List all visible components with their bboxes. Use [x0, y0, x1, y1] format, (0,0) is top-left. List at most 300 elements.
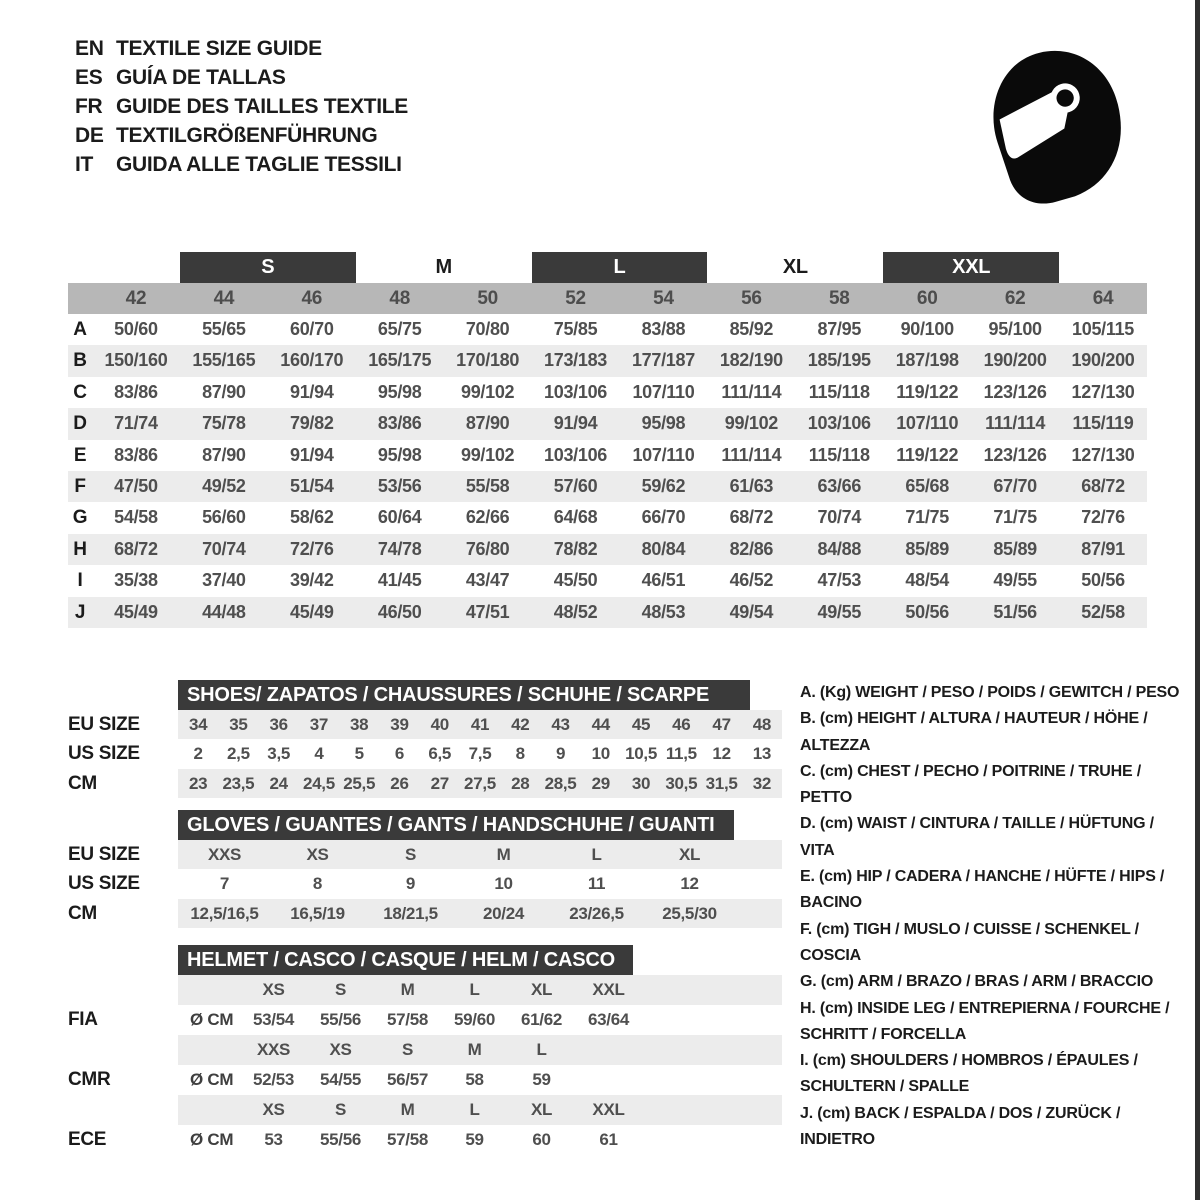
shoes-value: 3,5	[267, 744, 291, 764]
size-value: 87/90	[202, 381, 246, 402]
helmet-unit-label: Ø CM	[190, 1070, 234, 1089]
size-value: 76/80	[465, 538, 510, 559]
gloves-value: XL	[678, 845, 701, 864]
size-value: 68/72	[114, 538, 158, 559]
measurement-row-d	[68, 408, 1147, 439]
size-value: 59/62	[641, 475, 686, 496]
helmet-size: S	[334, 1100, 347, 1119]
size-value: 95/98	[641, 413, 686, 434]
size-value: 91/94	[553, 413, 598, 434]
gloves-value: 18/21,5	[383, 903, 438, 923]
size-value: 85/92	[729, 319, 774, 339]
size-value: 66/70	[641, 507, 686, 528]
shoes-value: 4	[314, 744, 324, 764]
gloves-value: M	[496, 845, 511, 864]
row-letter: B	[73, 350, 87, 372]
shoes-value: 10,5	[625, 744, 657, 764]
size-value: 190/200	[1071, 350, 1135, 371]
shoes-value: 48	[752, 715, 771, 734]
size-value: 64/68	[553, 507, 598, 528]
size-value: 58/62	[290, 507, 334, 528]
helmet-label-spacer	[68, 975, 178, 1005]
size-value: 43/47	[465, 570, 510, 591]
size-value: 90/100	[900, 319, 954, 339]
size-value: 68/72	[1081, 475, 1125, 496]
helmet-values-band	[178, 1065, 782, 1095]
size-value: 49/55	[817, 601, 862, 622]
language-title: TEXTILGRÖßENFÜHRUNG	[116, 124, 378, 147]
helmet-size: M	[467, 1040, 482, 1059]
numeric-size: 56	[741, 288, 762, 309]
size-group-m: M	[435, 256, 452, 278]
shoes-value: 40	[430, 715, 449, 734]
size-value: 115/118	[808, 444, 870, 465]
helmet-values-band	[178, 1125, 782, 1155]
size-value: 45/49	[290, 601, 334, 622]
size-value: 127/130	[1071, 444, 1135, 465]
gloves-value: 12,5/16,5	[190, 903, 259, 923]
size-value: 37/40	[202, 570, 246, 591]
gloves-row	[68, 840, 782, 869]
size-value: 65/68	[905, 475, 949, 496]
shoes-value: 23	[188, 773, 208, 793]
language-title: TEXTILE SIZE GUIDE	[116, 37, 322, 60]
size-value: 78/82	[553, 538, 598, 559]
gloves-row-band	[178, 869, 782, 898]
size-value: 48/54	[905, 570, 949, 591]
size-value: 62/66	[465, 507, 510, 528]
helmet-unit-spacer	[178, 1035, 240, 1065]
helmet-sizes-band	[178, 1035, 782, 1065]
size-value: 107/110	[632, 444, 695, 465]
legend-item: I. (cm) SHOULDERS / HOMBROS / ÉPAULES / SCHULTERN / SPALLE	[800, 1052, 1138, 1096]
helmet-size	[575, 1035, 642, 1065]
shoes-value: 7,5	[468, 744, 492, 764]
gloves-row-band	[178, 840, 782, 869]
shoes-value: 5	[354, 744, 364, 764]
row-letter: I	[77, 570, 83, 592]
shoes-value: 27,5	[464, 773, 496, 793]
gloves-value: 16,5/19	[290, 903, 345, 923]
size-value: 49/52	[202, 475, 246, 496]
size-value: 39/42	[290, 570, 334, 591]
size-value: 49/55	[993, 570, 1037, 591]
size-value: 35/38	[114, 570, 158, 591]
language-title: GUIDA ALLE TAGLIE TESSILI	[116, 153, 402, 176]
helmet-size: XXL	[592, 980, 625, 999]
gloves-value: 12	[680, 874, 699, 894]
letter-column-spacer	[68, 283, 92, 314]
numeric-size: 64	[1092, 288, 1114, 309]
size-value: 83/86	[114, 444, 158, 465]
size-value: 47/51	[465, 601, 510, 622]
shoes-value: 28	[511, 773, 530, 793]
language-row	[75, 92, 408, 121]
helmet-size: XL	[530, 980, 553, 999]
gloves-value: 9	[405, 874, 416, 894]
helmet-sizes-row-fia	[68, 975, 782, 1005]
gloves-value: 10	[494, 874, 513, 894]
measurement-row-f	[68, 471, 1147, 502]
size-value: 82/86	[729, 538, 774, 559]
language-title: GUIDE DES TAILLES TEXTILE	[116, 95, 408, 118]
language-code: DE	[75, 124, 104, 147]
shoes-value: 24,5	[302, 773, 335, 793]
size-value: 95/98	[377, 381, 422, 402]
size-group-xxl: XXL	[883, 252, 1059, 283]
helmet-value: 56/57	[386, 1070, 429, 1089]
shoes-value: 10	[591, 744, 610, 764]
helmet-table-title: HELMET / CASCO / CASQUE / HELM / CASCO	[178, 945, 633, 975]
numeric-size: 52	[565, 288, 586, 309]
legend-item: J. (cm) BACK / ESPALDA / DOS / ZURÜCK / INDIETRO	[800, 1104, 1121, 1149]
shoes-value: 6,5	[428, 744, 452, 764]
size-value: 84/88	[817, 538, 862, 559]
size-value: 71/75	[993, 507, 1037, 528]
helmet-value: 63/64	[587, 1010, 630, 1029]
size-value: 119/122	[896, 381, 959, 402]
shoes-value: 34	[188, 715, 208, 734]
size-value: 99/102	[460, 444, 515, 465]
row-letter: D	[73, 413, 87, 435]
helmet-size: S	[401, 1040, 414, 1059]
helmet-unit-spacer	[178, 1095, 240, 1125]
numeric-size: 62	[1004, 288, 1026, 309]
size-value: 95/100	[988, 319, 1042, 339]
helmet-unit-label: Ø CM	[190, 1010, 234, 1029]
row-letter: J	[74, 601, 86, 623]
size-value: 99/102	[724, 413, 778, 434]
size-value: 119/122	[896, 444, 959, 465]
gloves-value: 20/24	[482, 903, 525, 923]
shoes-value: 11,5	[665, 744, 697, 764]
language-code: EN	[75, 37, 104, 60]
size-value: 51/56	[993, 601, 1037, 622]
language-code: ES	[75, 66, 103, 89]
measurement-row-h	[68, 534, 1147, 565]
helmet-value: 58	[465, 1070, 484, 1089]
gloves-row-label: US SIZE	[68, 873, 140, 895]
size-value: 187/198	[895, 350, 959, 371]
size-value: 46/51	[641, 570, 686, 591]
size-value: 185/195	[807, 350, 871, 371]
shoes-value: 2,5	[227, 744, 250, 764]
size-value: 45/49	[114, 601, 158, 622]
gloves-row-label: EU SIZE	[68, 844, 140, 865]
gloves-value: S	[404, 845, 417, 864]
size-value: 75/78	[202, 413, 246, 434]
shoes-value: 41	[470, 715, 490, 734]
gloves-row-band	[178, 899, 782, 928]
numeric-size: 58	[829, 288, 850, 309]
size-value: 46/52	[729, 570, 774, 591]
size-value: 87/90	[202, 444, 246, 465]
size-value: 46/50	[377, 601, 422, 622]
gloves-row	[68, 899, 782, 928]
size-value: 103/106	[807, 413, 871, 434]
size-value: 79/82	[290, 413, 334, 434]
size-value: 150/160	[104, 350, 168, 371]
helmet-unit-spacer	[178, 975, 240, 1005]
gloves-value: 7	[219, 874, 230, 894]
shoes-value: 36	[269, 715, 288, 734]
size-value: 103/106	[544, 444, 608, 465]
size-value: 115/119	[1072, 413, 1134, 434]
row-letter: A	[73, 319, 87, 340]
language-row	[75, 150, 408, 179]
page-edge-line	[1195, 0, 1200, 1200]
shoes-value: 42	[511, 715, 530, 734]
size-value: 105/115	[1072, 319, 1135, 339]
size-group-l: L	[532, 252, 708, 283]
legend-item: H. (cm) INSIDE LEG / ENTREPIERNA / FOURCHE / SCHRITT / FORCELLA	[800, 999, 1170, 1043]
helmet-size: L	[536, 1040, 547, 1059]
size-value: 67/70	[993, 475, 1037, 496]
shoes-value: 45	[631, 715, 651, 734]
legend-item: C. (cm) CHEST / PECHO / POITRINE / TRUHE / PETTO	[800, 762, 1141, 807]
size-value: 87/90	[465, 413, 510, 434]
size-value: 60/64	[377, 507, 422, 528]
size-value: 160/170	[280, 350, 344, 371]
measurement-row-g	[68, 502, 1147, 533]
legend-item: D. (cm) WAIST / CINTURA / TAILLE / HÜFTUNG / VITA	[800, 815, 1154, 859]
size-group-xl: XL	[782, 256, 808, 278]
shoes-value: 26	[390, 773, 409, 793]
helmet-values-row-ece	[68, 1125, 782, 1155]
size-value: 47/50	[114, 475, 158, 496]
numeric-size: 60	[916, 288, 938, 309]
helmet-value: 59	[465, 1130, 484, 1149]
legend-item: A. (Kg) WEIGHT / PESO / POIDS / GEWITCH / PESO	[800, 684, 1180, 701]
helmet-values-band	[178, 1005, 782, 1035]
gloves-row	[68, 869, 782, 898]
legend-item: B. (cm) HEIGHT / ALTURA / HAUTEUR / HÖHE / ALTEZZA	[800, 710, 1148, 754]
legend-item: F. (cm) TIGH / MUSLO / CUISSE / SCHENKEL / COSCIA	[800, 920, 1139, 964]
size-value: 44/48	[202, 601, 246, 622]
helmet-sizes-row-cmr	[68, 1035, 782, 1065]
size-value: 54/58	[114, 507, 158, 528]
helmet-value: 57/58	[386, 1130, 429, 1149]
helmet-value: 52/53	[252, 1070, 295, 1089]
numeric-size: 50	[477, 288, 498, 309]
shoes-row	[68, 769, 782, 798]
shoes-row-band	[178, 710, 782, 739]
helmet-value	[575, 1065, 642, 1095]
legend-item: G. (cm) ARM / BRAZO / BRAS / ARM / BRACCIO	[800, 973, 1154, 991]
size-group-s: S	[180, 252, 356, 283]
letter-column-spacer	[68, 252, 92, 283]
helmet-standard-name: CMR	[68, 1069, 111, 1090]
row-letter: H	[73, 538, 87, 560]
size-value: 87/91	[1081, 538, 1125, 559]
gloves-size-table	[68, 810, 782, 928]
size-value: 107/110	[632, 381, 695, 402]
shoes-table-title: SHOES/ ZAPATOS / CHAUSSURES / SCHUHE / SCARPE	[178, 680, 750, 710]
language-row	[75, 121, 408, 150]
shoes-row-band	[178, 769, 782, 798]
numeric-size-row	[68, 283, 1147, 314]
measurement-row-j	[68, 597, 1147, 628]
size-value: 85/89	[905, 538, 949, 559]
size-value: 41/45	[377, 570, 422, 591]
helmet-size: XXS	[256, 1040, 291, 1059]
helmet-value: 55/56	[319, 1130, 362, 1149]
size-value: 95/98	[377, 444, 422, 465]
size-value: 50/56	[905, 601, 949, 622]
shoes-value: 43	[551, 715, 570, 734]
numeric-size: 54	[653, 288, 674, 309]
language-list	[75, 34, 408, 179]
helmet-value: 60	[532, 1130, 551, 1149]
helmet-value: 57/58	[386, 1010, 429, 1029]
size-value: 111/114	[721, 381, 782, 402]
helmet-size: XL	[530, 1100, 553, 1119]
shoes-value: 13	[752, 744, 771, 764]
shoes-value: 12	[712, 744, 731, 764]
measurement-row-i	[68, 565, 1147, 596]
helmet-standard-name: ECE	[68, 1129, 107, 1150]
numeric-size: 42	[125, 288, 147, 309]
shoes-value: 38	[350, 715, 369, 734]
size-value: 91/94	[290, 444, 334, 465]
size-value: 75/85	[553, 319, 598, 339]
measurement-row-e	[68, 440, 1147, 471]
shoes-value: 9	[555, 744, 566, 764]
shoes-size-table	[68, 680, 782, 798]
helmet-value: 59	[532, 1070, 551, 1089]
shoes-value: 30,5	[665, 773, 698, 793]
size-value: 190/200	[983, 350, 1047, 371]
size-value: 53/56	[377, 475, 422, 496]
size-value: 60/70	[290, 319, 334, 339]
language-row	[75, 63, 408, 92]
measurement-row-b	[68, 345, 1147, 376]
size-value: 107/110	[896, 413, 959, 434]
shoes-value: 29	[591, 773, 610, 793]
size-value: 63/66	[817, 475, 862, 496]
shoes-value: 6	[394, 744, 405, 764]
gloves-value: 8	[312, 874, 323, 894]
helmet-value: 61/62	[520, 1010, 563, 1029]
shoes-row	[68, 739, 782, 768]
shoes-value: 37	[309, 715, 329, 734]
size-value: 70/74	[202, 538, 246, 559]
size-value: 72/76	[1081, 507, 1125, 528]
size-value: 70/80	[465, 319, 510, 339]
gloves-value: L	[591, 845, 602, 864]
size-value: 87/95	[817, 319, 862, 339]
size-value: 55/58	[465, 475, 510, 496]
gloves-row-label: CM	[68, 902, 97, 924]
measurement-row-c	[68, 377, 1147, 408]
shoes-value: 47	[712, 715, 731, 734]
shoes-value: 39	[390, 715, 409, 734]
helmet-unit-label: Ø CM	[190, 1130, 234, 1149]
size-value: 56/60	[202, 507, 246, 528]
size-value: 177/187	[631, 350, 695, 371]
size-value: 71/74	[114, 413, 158, 434]
helmet-size: M	[400, 1100, 415, 1119]
size-value: 83/88	[641, 319, 686, 339]
size-value: 70/74	[817, 507, 862, 528]
helmet-size: XXL	[592, 1100, 625, 1119]
helmet-label-spacer	[68, 1035, 178, 1065]
size-value: 173/183	[544, 350, 608, 371]
helmet-size: M	[400, 980, 415, 999]
gloves-table-title: GLOVES / GUANTES / GANTS / HANDSCHUHE / GUANTI	[178, 810, 734, 840]
gloves-value: XXS	[207, 845, 242, 864]
shoes-value: 31,5	[705, 773, 738, 793]
measurement-row-a	[68, 314, 1147, 345]
shoes-value: 35	[229, 715, 248, 734]
size-value: 127/130	[1071, 381, 1135, 402]
helmet-value: 55/56	[319, 1010, 362, 1029]
size-value: 170/180	[456, 350, 520, 371]
numeric-size: 48	[389, 288, 410, 309]
helmet-values-row-fia	[68, 1005, 782, 1035]
size-value: 85/89	[993, 538, 1037, 559]
helmet-value: 61	[599, 1130, 618, 1149]
size-value: 55/65	[202, 319, 246, 339]
size-value: 99/102	[460, 381, 515, 402]
language-row	[75, 34, 408, 63]
size-value: 50/56	[1081, 570, 1125, 591]
row-letter: G	[72, 507, 88, 529]
gloves-value: 23/26,5	[569, 903, 624, 923]
helmet-size: S	[334, 980, 347, 999]
shoes-value: 44	[591, 715, 610, 734]
apparel-size-table	[68, 252, 1147, 628]
size-value: 50/60	[114, 319, 158, 339]
helmet-values-row-cmr	[68, 1065, 782, 1095]
helmet-value: 59/60	[453, 1010, 496, 1029]
helmet-size: XS	[262, 1100, 285, 1119]
size-value: 45/50	[553, 570, 598, 591]
shoes-value: 27	[430, 773, 449, 793]
shoes-row-label: EU SIZE	[68, 714, 140, 735]
shoes-value: 24	[269, 773, 288, 793]
size-value: 111/114	[721, 444, 782, 465]
shoes-value: 23,5	[222, 773, 255, 793]
helmet-sizes-band	[178, 975, 782, 1005]
size-value: 103/106	[544, 381, 608, 402]
helmet-standard-name: FIA	[68, 1009, 98, 1030]
row-letter: E	[73, 444, 87, 466]
shoes-value: 2	[193, 744, 203, 764]
size-value: 74/78	[377, 538, 422, 559]
numeric-size: 44	[213, 288, 235, 309]
language-code: FR	[75, 95, 103, 118]
shoes-row-label: US SIZE	[68, 743, 140, 765]
shoes-value: 25,5	[343, 773, 376, 793]
gloves-value: 25,5/30	[662, 903, 717, 923]
size-value: 83/86	[377, 413, 422, 434]
size-value: 48/52	[553, 601, 598, 622]
helmet-value: 54/55	[319, 1070, 362, 1089]
row-letter: F	[74, 475, 86, 497]
size-value: 48/53	[641, 601, 686, 622]
size-value: 49/54	[729, 601, 774, 622]
row-letter: C	[73, 381, 87, 403]
shoes-row-label: CM	[68, 772, 97, 794]
size-value: 72/76	[290, 538, 334, 559]
size-value: 83/86	[114, 381, 158, 402]
helmet-sizes-band	[178, 1095, 782, 1125]
size-value: 68/72	[729, 507, 774, 528]
size-value: 80/84	[641, 538, 686, 559]
shoes-value: 46	[672, 715, 691, 734]
size-value: 71/75	[905, 507, 949, 528]
